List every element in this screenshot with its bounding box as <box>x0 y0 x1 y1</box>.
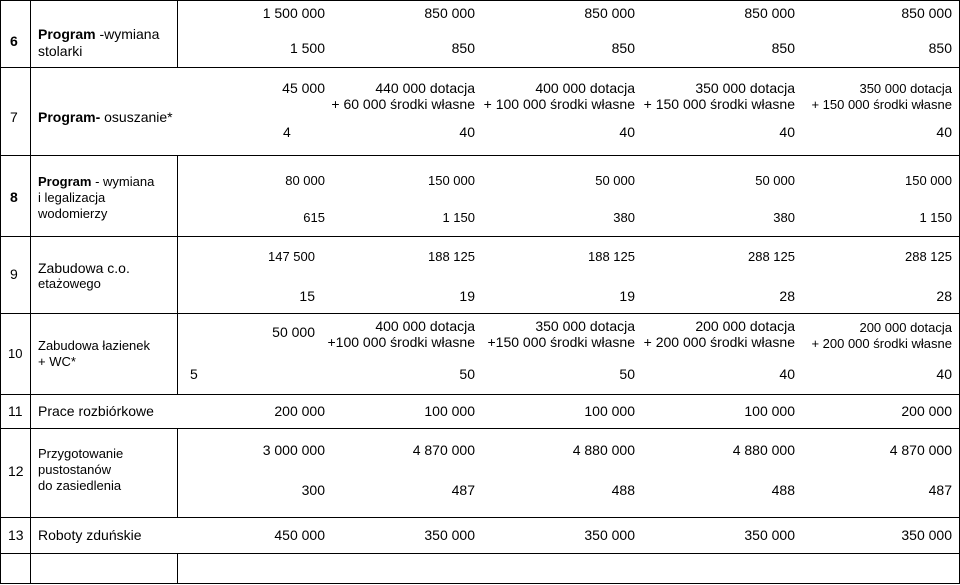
count-value: 380 <box>773 210 795 225</box>
cost-value: 350 000 <box>584 527 635 543</box>
cost-value: 188 125 <box>428 249 475 264</box>
cost-value: 850 000 <box>424 5 475 21</box>
row-name-line: etażowego <box>38 276 101 291</box>
col-border <box>177 0 178 68</box>
cost-value: 4 880 000 <box>572 442 635 458</box>
cost-value: 100 000 <box>744 403 795 419</box>
row-border <box>0 236 960 237</box>
row-number: 9 <box>10 266 18 282</box>
count-value: 300 <box>301 482 325 498</box>
cost-value: 4 870 000 <box>889 442 952 458</box>
row-number: 7 <box>10 109 18 125</box>
row-border <box>0 313 960 314</box>
cost-value: 188 125 <box>588 249 635 264</box>
row-name-line: wodomierzy <box>38 206 108 221</box>
cost-value: +100 000 środki własne <box>327 334 475 350</box>
count-value: 40 <box>619 124 635 140</box>
count-value: 28 <box>936 288 952 304</box>
row-name: Program -wymiana <box>38 26 160 42</box>
col-border <box>177 155 178 395</box>
col-border <box>30 0 31 584</box>
count-value: 15 <box>299 288 315 304</box>
row-border <box>0 0 960 1</box>
count-value: 850 <box>451 40 475 56</box>
count-value: 19 <box>619 288 635 304</box>
row-border <box>0 583 960 584</box>
cost-value: 150 000 <box>905 173 952 188</box>
cost-value: + 150 000 środki własne <box>811 97 952 112</box>
col-border <box>0 0 1 584</box>
row-number: 11 <box>8 403 23 419</box>
row-border <box>0 155 960 156</box>
row-name-line: stolarki <box>38 43 83 59</box>
count-value: 850 <box>611 40 635 56</box>
cost-value: 200 000 <box>274 403 325 419</box>
row-name: Prace rozbiórkowe <box>38 403 154 419</box>
cost-value: 350 000 <box>901 527 952 543</box>
row-number: 8 <box>10 189 18 205</box>
cost-value: 1 500 000 <box>262 5 325 21</box>
count-value: 40 <box>936 124 952 140</box>
count-value: 487 <box>451 482 475 498</box>
count-value: 380 <box>613 210 635 225</box>
row-name-line: do zasiedlenia <box>38 478 122 493</box>
count-value: 28 <box>779 288 795 304</box>
cost-value: + 200 000 środki własne <box>643 334 795 350</box>
cost-value: 3 000 000 <box>262 442 325 458</box>
count-value: 50 <box>619 366 635 382</box>
cost-value: 200 000 dotacja <box>695 318 795 334</box>
count-value: 40 <box>779 124 795 140</box>
row-number: 12 <box>8 463 24 479</box>
count-value: 1 500 <box>289 40 325 56</box>
cost-value: 45 000 <box>282 80 325 96</box>
row-border <box>0 553 960 554</box>
count-value: 40 <box>779 366 795 382</box>
row-name: Przygotowanie <box>38 446 124 461</box>
count-value: 487 <box>928 482 952 498</box>
cost-value: 200 000 <box>901 403 952 419</box>
cost-value: 850 000 <box>744 5 795 21</box>
cost-value: 288 125 <box>748 249 795 264</box>
cost-value: + 200 000 środki własne <box>811 336 952 351</box>
cost-value: 50 000 <box>755 173 795 188</box>
cost-value: 4 870 000 <box>412 442 475 458</box>
cost-value: 4 880 000 <box>732 442 795 458</box>
cost-value: + 100 000 środki własne <box>483 96 635 112</box>
count-value: 1 150 <box>919 210 952 225</box>
cost-value: 350 000 <box>424 527 475 543</box>
cost-value: 350 000 dotacja <box>859 81 952 96</box>
row-name: Program - wymiana <box>38 174 155 189</box>
cost-value: + 60 000 środki własne <box>331 96 475 112</box>
cost-value: 350 000 dotacja <box>535 318 635 334</box>
cost-value: 100 000 <box>584 403 635 419</box>
row-name: Program- osuszanie* <box>38 109 173 125</box>
count-value: 1 150 <box>442 210 475 225</box>
count-value: 5 <box>190 366 198 382</box>
row-number: 13 <box>8 527 24 543</box>
row-name-line: pustostanów <box>38 462 111 477</box>
count-value: 488 <box>611 482 635 498</box>
count-value: 488 <box>771 482 795 498</box>
count-value: 615 <box>303 210 325 225</box>
cost-value: 350 000 dotacja <box>695 80 795 96</box>
cost-value: 850 000 <box>901 5 952 21</box>
row-name-line: + WC* <box>38 354 76 369</box>
cost-value: 147 500 <box>268 249 315 264</box>
cost-value: 400 000 dotacja <box>375 318 475 334</box>
cost-value: 350 000 <box>744 527 795 543</box>
row-name: Zabudowa c.o. <box>38 260 130 276</box>
cost-value: 80 000 <box>285 173 325 188</box>
count-value: 4 <box>283 124 291 140</box>
row-number: 10 <box>8 346 23 361</box>
row-number: 6 <box>10 33 18 49</box>
cost-value: 288 125 <box>905 249 952 264</box>
row-name-line: i legalizacja <box>38 190 106 205</box>
cost-value: 850 000 <box>584 5 635 21</box>
cost-value: 100 000 <box>424 403 475 419</box>
count-value: 850 <box>928 40 952 56</box>
cost-value: 150 000 <box>428 173 475 188</box>
cost-value: 440 000 dotacja <box>375 80 475 96</box>
count-value: 40 <box>459 124 475 140</box>
cost-value: 50 000 <box>595 173 635 188</box>
cost-value: 450 000 <box>274 527 325 543</box>
cost-value: 400 000 dotacja <box>535 80 635 96</box>
col-border <box>177 428 178 518</box>
cost-value: 200 000 dotacja <box>859 320 952 335</box>
row-border <box>0 428 960 429</box>
row-border <box>0 67 960 68</box>
row-border <box>0 517 960 518</box>
count-value: 19 <box>459 288 475 304</box>
row-name: Roboty zduńskie <box>38 527 142 543</box>
cost-value: +150 000 środki własne <box>487 334 635 350</box>
count-value: 40 <box>936 366 952 382</box>
cost-value: + 150 000 środki własne <box>643 96 795 112</box>
col-border <box>177 553 178 584</box>
count-value: 50 <box>459 366 475 382</box>
row-border <box>0 394 960 395</box>
count-value: 850 <box>771 40 795 56</box>
cost-value: 50 000 <box>272 324 315 340</box>
row-name: Zabudowa łazienek <box>38 338 151 353</box>
